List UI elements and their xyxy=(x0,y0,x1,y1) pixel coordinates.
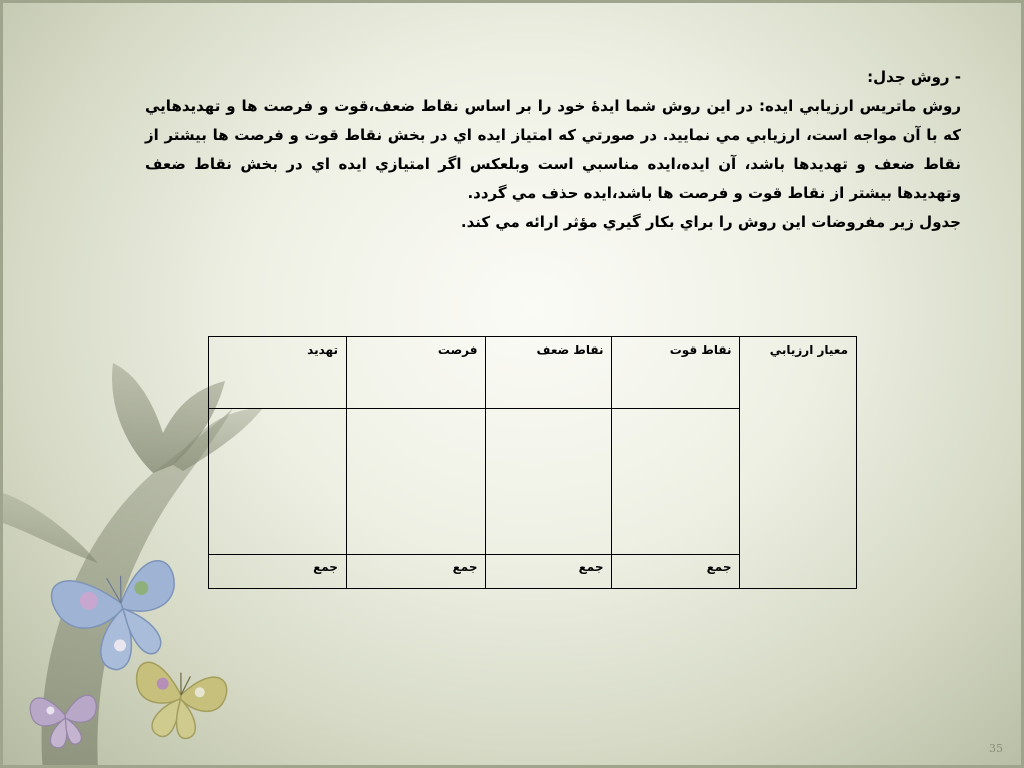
header-weaknesses: نقاط ضعف xyxy=(486,337,612,409)
evaluation-matrix-table xyxy=(208,336,857,589)
method-description: روش ماتريس ارزيابي ايده: در اين روش شما ايدهٔ خود را بر اساس نقاط ضعف،قوت و فرصت ها و تهديدهايي كه با آن مواجه است، ارزيابي مي نماييد. در صورتي كه امتياز ايده اي در بخش نقاط قوت و فرصت ها بيشتر از نقاط ضعف و تهديدها باشد، آن ايده،ايده مناسبي است وبلعكس اگر امتيازي ايده اي در بخش نقاط ضعف وتهديدها بيشتر از نقاط قوت و فرصت ها باشد،ايده حذف مي گردد. xyxy=(145,97,961,202)
slide-heading: - روش جدل: xyxy=(867,68,961,86)
table-header-row xyxy=(209,337,857,409)
header-opportunities: فرصت xyxy=(346,337,486,409)
total-weaknesses: جمع xyxy=(486,554,612,588)
header-strengths: نقاط قوت xyxy=(612,337,740,409)
table-intro: جدول زير مفروضات اين روش را براي بكار گيري مؤثر ارائه مي كند. xyxy=(460,213,961,231)
header-threats: تهديد xyxy=(209,337,347,409)
olive-butterfly-icon xyxy=(127,660,229,746)
total-strengths: جمع xyxy=(612,554,740,588)
header-criteria: معيار ارزيابي xyxy=(740,337,857,589)
strengths-cell xyxy=(612,408,740,554)
total-threats: جمع xyxy=(209,554,347,588)
threats-cell xyxy=(209,408,347,554)
total-opportunities: جمع xyxy=(346,554,486,588)
weaknesses-cell xyxy=(486,408,612,554)
slide-body-text xyxy=(145,63,961,237)
opportunities-cell xyxy=(346,408,486,554)
page-number: 35 xyxy=(989,742,1003,755)
